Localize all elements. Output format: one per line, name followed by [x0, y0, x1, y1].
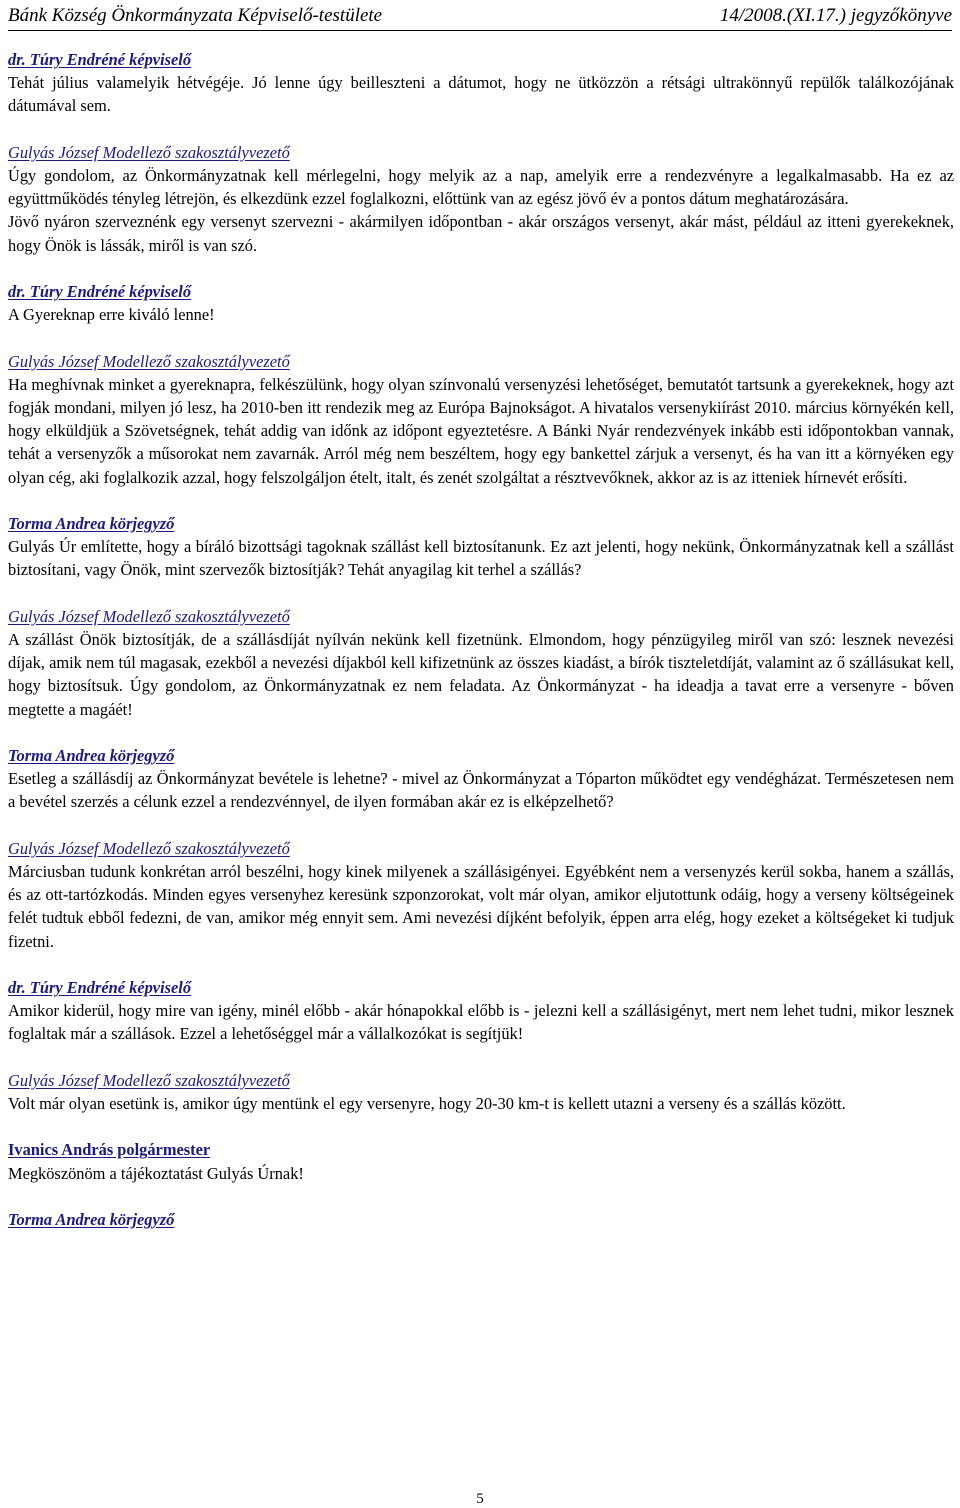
speech-text: Úgy gondolom, az Önkormányzatnak kell mérlegelni, hogy melyik az a nap, amelyik erre a rendezvényre a legalkalmasabb. Ha ez az együttműködés tényleg létrejön, és elkezdünk ezzel foglalkozni, előttünk van az egész jövő év a pontos dátum meghatározására. — [8, 166, 954, 209]
speech-block — [8, 1069, 954, 1115]
speaker-name: Gulyás József Modellező szakosztályvezető — [8, 142, 290, 162]
speech-block — [8, 837, 954, 953]
speaker-name: Gulyás József Modellező szakosztályvezető — [8, 838, 290, 858]
speaker-name: Ivanics András polgármester — [8, 1140, 211, 1160]
speech-text: Amikor kiderül, hogy mire van igény, minél előbb - akár hónapokkal előbb is - jelezni kell a szállásigényt, mert nem lehet tudni, mikor lesznek foglaltak már a szállások. Ezzel a lehetőséggel már a vállalkozókat is segítjük! — [8, 1001, 954, 1044]
speech-block — [8, 1138, 954, 1184]
minutes-body — [8, 48, 954, 1254]
speech-text: Esetleg a szállásdíj az Önkormányzat bevétele is lehetne? - mivel az Önkormányzat a Tóparton működtet egy vendégházat. Természetesen nem a bevétel szerzés a célunk ezzel a rendezvénnyel, de ilyen formában akár ez is elképzelhető? — [8, 769, 954, 812]
speech-block — [8, 350, 954, 489]
speaker-name: Torma Andrea körjegyző — [8, 1209, 175, 1229]
speech-text: Tehát július valamelyik hétvégéje. Jó lenne úgy beilleszteni a dátumot, hogy ne ütközzön a rétsági ultrakönnyű repülők találkozójának dátumával sem. — [8, 73, 954, 116]
speaker-name: dr. Túry Endréné képviselő — [8, 50, 192, 69]
header-title: Bánk Község Önkormányzata Képviselő-testülete — [8, 5, 383, 26]
speech-block — [8, 605, 954, 721]
speaker-name: dr. Túry Endréné képviselő — [8, 282, 192, 301]
speech-text: Megköszönöm a tájékoztatást Gulyás Úrnak! — [8, 1163, 304, 1183]
speaker-name: Gulyás József Modellező szakosztályvezető — [8, 1070, 290, 1090]
speech-text: A Gyereknap erre kiváló lenne! — [8, 305, 215, 325]
speech-text: Ha meghívnak minket a gyereknapra, felkészülünk, hogy olyan színvonalú versenyzési lehetőséget, bemutatót tartsunk a gyerekeknek, hogy azt fogják mondani, milyen jó lesz, ha 2010-ben itt rendezik meg az Európa Bajnokságot. A hivatalos versenykiírást 2010. március környékén kell, hogy elküldjük a Szövetségnek, tehát addig van időnk az időpont egyeztetésre. A Bánki Nyár rendezvények inkább esti időpontokban vannak, tehát a versenyzők a műsorokat nem zavarnák. Arról még nem beszéltem, hogy egy bankettel zárjuk a versenyt, és ha van itt a környéken egy olyan cég, aki foglalkozik azzal, hogy felszolgáljon ételt, italt, és zenét szolgáltat a résztvevőknek, akkor az is az itteniek hírnevét erősíti. — [8, 374, 954, 487]
speech-text: Márciusban tudunk konkrétan arról beszélni, hogy kinek milyenek a szállásigényei. Egyébként nem a versenyzés kerül sokba, hanem a szállás, és az ott-tartózkodás. Minden egyes versenyhez keresünk szponzorokat, volt már olyan, amikor eljutottunk odáig, hogy a verseny költségeinek felét tudtuk ebből fedezni, de van, amikor még ennyit sem. Ami nevezési díjként befolyik, éppen arra elég, hogy ezeket a költségeket ki tudjuk fizetni. — [8, 862, 954, 951]
speaker-name: Gulyás József Modellező szakosztályvezető — [8, 606, 290, 626]
header-minutes-number: 14/2008.(XI.17.) jegyzőkönyve — [719, 5, 952, 26]
speech-text: Jövő nyáron szerveznénk egy versenyt szervezni - akármilyen időpontban - akár országos versenyt, akár mást, például az itteni gyerekeknek, hogy Önök is lássák, miről is van szó. — [8, 212, 954, 255]
speech-block — [8, 1208, 954, 1231]
speech-block — [8, 976, 954, 1046]
speaker-name: Torma Andrea körjegyző — [8, 746, 175, 765]
speech-block — [8, 141, 954, 257]
speech-text: A szállást Önök biztosítják, de a szállásdíját nyílván nekünk kell fizetnünk. Elmondom, hogy pénzügyileg miről van szó: lesznek nevezési díjak, amik nem túl magasak, ezekből a nevezési díjakból kell kifizetnünk az összes kiadást, a bírók tiszteletdíját, valamint az ő szállásukat kell, hogy biztosítsuk. Úgy gondolom, az Önkormányzatnak ez nem feladata. Az Önkormányzat - ha ideadja a tavat erre a versenyre - bőven megtette a magáét! — [8, 630, 954, 719]
speaker-name: Torma Andrea körjegyző — [8, 514, 175, 533]
page-header — [8, 2, 952, 31]
speaker-name: dr. Túry Endréné képviselő — [8, 978, 192, 997]
speech-block — [8, 48, 954, 118]
speech-text: Volt már olyan esetünk is, amikor úgy mentünk el egy versenyre, hogy 20-30 km-t is kellett utazni a verseny és a szállás között. — [8, 1094, 846, 1113]
speech-block — [8, 280, 954, 326]
speech-text: Gulyás Úr említette, hogy a bíráló bizottsági tagoknak szállást kell biztosítanunk. Ez azt jelenti, hogy nekünk, Önkormányzatnak kell a szállást biztosítani, vagy Önök, mint szervezők biztosítják? Tehát anyagilag kit terhel a szállás? — [8, 537, 954, 580]
page-number: 5 — [476, 1491, 484, 1507]
speaker-name: Gulyás József Modellező szakosztályvezető — [8, 351, 290, 371]
speech-block — [8, 512, 954, 582]
speech-block — [8, 744, 954, 814]
